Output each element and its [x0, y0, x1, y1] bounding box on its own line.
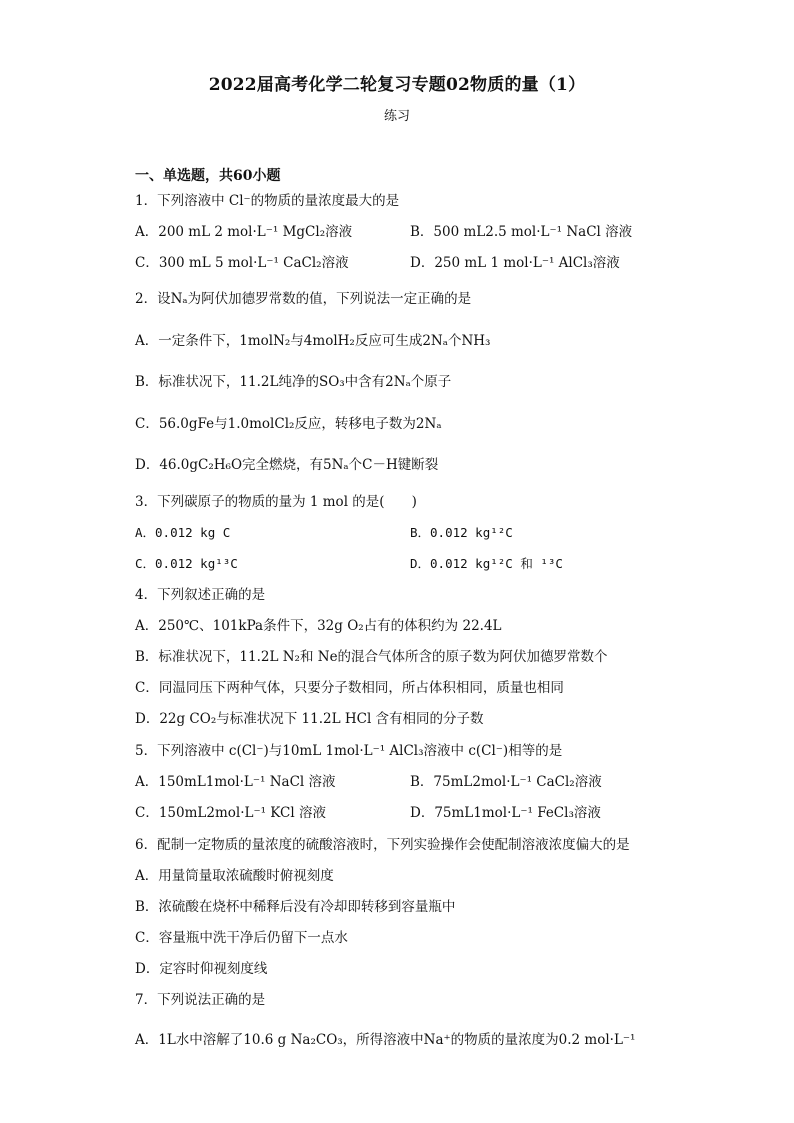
- question-7-option-a: A．1L水中溶解了10.6 g Na₂CO₃，所得溶液中Na⁺的物质的量浓度为0.2 mol·L⁻¹: [135, 1032, 636, 1048]
- document-title: 2022届高考化学二轮复习专题02物质的量（1）: [208, 75, 586, 95]
- question-3-option-c: C．0.012 kg¹³C: [135, 556, 238, 571]
- section-heading: 一、单选题，共60小题: [135, 168, 281, 184]
- question-5-option-a: A．150mL1mol·L⁻¹ NaCl 溶液: [135, 774, 336, 790]
- question-1-stem: 1．下列溶液中 Cl⁻的物质的量浓度最大的是: [135, 193, 400, 209]
- question-6-option-a: A．用量筒量取浓硫酸时俯视刻度: [135, 868, 334, 884]
- question-6-option-d: D．定容时仰视刻度线: [135, 961, 268, 977]
- question-3-option-d: D．0.012 kg¹²C 和 ¹³C: [410, 556, 563, 571]
- question-2-option-c: C．56.0gFe与1.0molCl₂反应，转移电子数为2Nₐ: [135, 416, 442, 432]
- question-5-option-d: D．75mL1mol·L⁻¹ FeCl₃溶液: [410, 805, 601, 821]
- question-4-stem: 4．下列叙述正确的是: [135, 587, 266, 603]
- question-6-option-b: B．浓硫酸在烧杯中稀释后没有冷却即转移到容量瓶中: [135, 899, 456, 915]
- question-5-option-c: C．150mL2mol·L⁻¹ KCl 溶液: [135, 805, 326, 821]
- document-subtitle: 练习: [383, 109, 410, 124]
- question-3-stem: 3．下列碳原子的物质的量为 1 mol 的是( ): [135, 494, 417, 510]
- question-1-option-d: D．250 mL 1 mol·L⁻¹ AlCl₃溶液: [410, 255, 620, 271]
- question-4-option-c: C．同温同压下两种气体，只要分子数相同，所占体积相同，质量也相同: [135, 680, 564, 696]
- question-6-stem: 6．配制一定物质的量浓度的硫酸溶液时，下列实验操作会使配制溶液浓度偏大的是: [135, 837, 630, 853]
- question-5-option-b: B．75mL2mol·L⁻¹ CaCl₂溶液: [410, 774, 602, 790]
- question-4-option-a: A．250℃、101kPa条件下，32g O₂占有的体积约为 22.4L: [135, 618, 502, 634]
- question-4-option-d: D．22g CO₂与标准状况下 11.2L HCl 含有相同的分子数: [135, 711, 484, 727]
- question-1-option-c: C．300 mL 5 mol·L⁻¹ CaCl₂溶液: [135, 255, 349, 271]
- question-6-option-c: C．容量瓶中洗干净后仍留下一点水: [135, 930, 348, 946]
- question-4-option-b: B．标准状况下，11.2L N₂和 Ne的混合气体所含的原子数为阿伏加德罗常数个: [135, 649, 608, 665]
- question-2-option-a: A．一定条件下，1molN₂与4molH₂反应可生成2Nₐ个NH₃: [135, 333, 491, 349]
- question-1-option-b: B．500 mL2.5 mol·L⁻¹ NaCl 溶液: [410, 224, 633, 240]
- question-5-stem: 5．下列溶液中 c(Cl⁻)与10mL 1mol·L⁻¹ AlCl₃溶液中 c(Cl⁻)相等的是: [135, 743, 563, 759]
- question-1-option-a: A．200 mL 2 mol·L⁻¹ MgCl₂溶液: [135, 224, 353, 240]
- question-2-option-b: B．标准状况下，11.2L纯净的SO₃中含有2Nₐ个原子: [135, 374, 452, 390]
- question-2-option-d: D．46.0gC₂H₆O完全燃烧，有5Nₐ个C－H键断裂: [135, 457, 439, 473]
- question-3-option-a: A．0.012 kg C: [135, 525, 231, 540]
- question-2-stem: 2．设Nₐ为阿伏加德罗常数的值，下列说法一定正确的是: [135, 291, 472, 307]
- question-7-stem: 7．下列说法正确的是: [135, 992, 266, 1008]
- question-3-option-b: B．0.012 kg¹²C: [410, 525, 513, 540]
